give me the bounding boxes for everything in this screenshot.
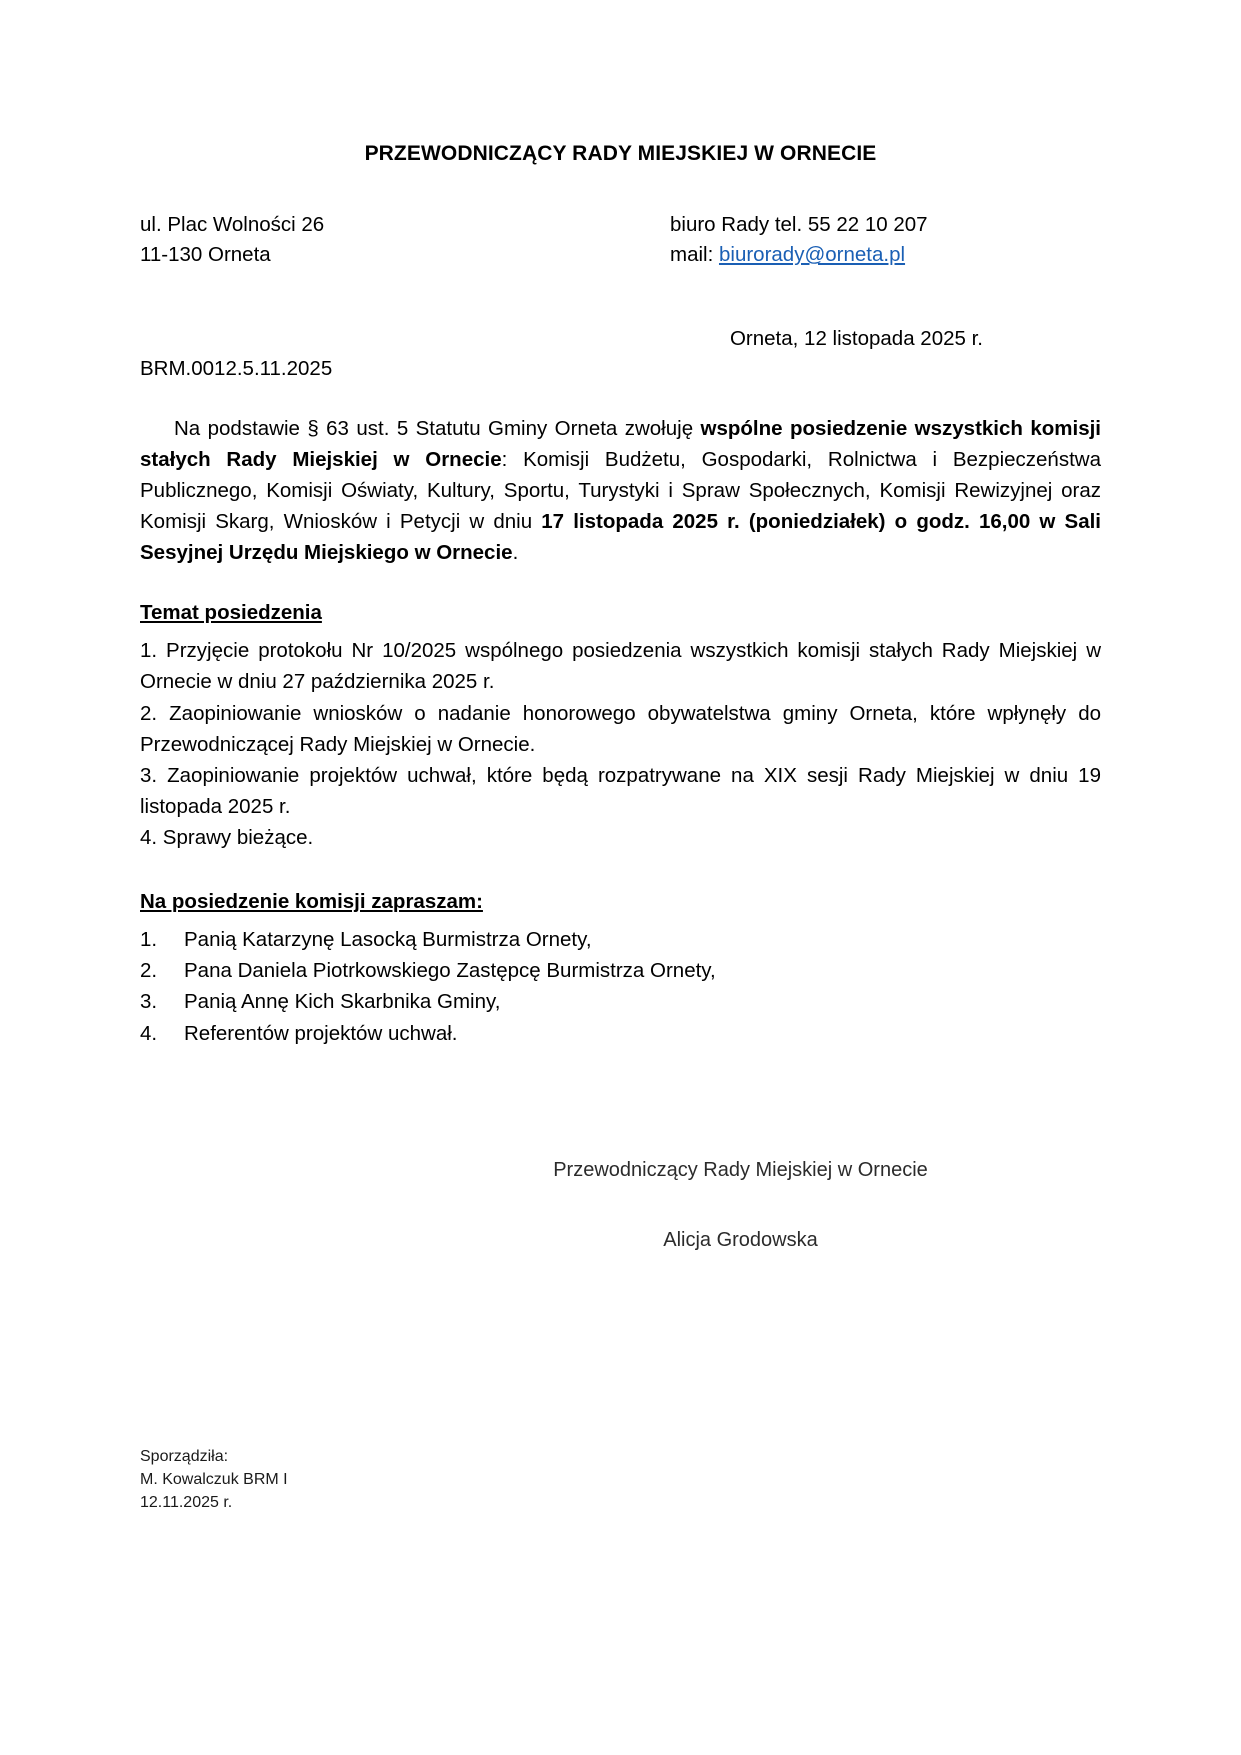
intro-paragraph <box>140 413 1101 569</box>
agenda-heading: Temat posiedzenia <box>140 601 322 625</box>
footer-prepared-by-name: M. Kowalczuk BRM I <box>140 1471 288 1489</box>
list-item-label: Pana Daniela Piotrkowskiego Zastępcę Burmistrza Ornety, <box>184 959 716 983</box>
contact-details <box>670 210 1101 271</box>
invitation-list <box>140 924 1101 1049</box>
intro-part-1: Na podstawie § 63 ust. 5 Statutu Gminy Orneta zwołuję <box>174 416 701 440</box>
agenda-list <box>140 635 1101 853</box>
page-title: PRZEWODNICZĄCY RADY MIEJSKIEJ W ORNECIE <box>364 142 877 165</box>
list-item <box>140 955 1101 986</box>
signature-block <box>140 1155 1101 1255</box>
agenda-item: 1. Przyjęcie protokołu Nr 10/2025 wspólnego posiedzenia wszystkich komisji stałych Rady Miejskiej w Ornecie w dniu 27 października 2025 r. <box>140 639 1101 694</box>
footer-date: 12.11.2025 r. <box>140 1494 233 1512</box>
place-date: Orneta, 12 listopada 2025 r. <box>729 326 983 350</box>
list-item <box>140 1018 1101 1049</box>
reference-number: BRM.0012.5.11.2025 <box>140 356 333 380</box>
mail-line <box>670 240 1101 270</box>
mail-label: mail: <box>670 243 719 267</box>
intro-bold-2: 17 listopada 2025 r. (poniedziałek) o godz. 16,00 w Sali Sesyjnej Urzędu Miejskiego w Ornecie <box>140 510 1101 565</box>
agenda-item: 2. Zaopiniowanie wniosków o nadanie honorowego obywatelstwa gminy Orneta, które wpłynęły do Przewodniczącej Rady Miejskiej w Ornecie. <box>140 701 1101 756</box>
list-item-number: 3. <box>140 990 158 1014</box>
intro-part-3: . <box>512 541 519 565</box>
contact-address <box>140 210 670 271</box>
intro-bold-1: wspólne posiedzenie wszystkich komisji stałych Rady Miejskiej w Ornecie <box>140 416 1101 471</box>
list-item-label: Panią Annę Kich Skarbnika Gminy, <box>184 990 501 1014</box>
footer-prepared-by-label: Sporządziła: <box>140 1448 229 1465</box>
agenda-item: 3. Zaopiniowanie projektów uchwał, które będą rozpatrywane na XIX sesji Rady Miejskiej w dniu 19 listopada 2025 r. <box>140 763 1101 818</box>
list-item-number: 2. <box>140 959 158 983</box>
contact-block <box>140 210 1101 271</box>
list-item-label: Referentów projektów uchwał. <box>184 1021 458 1045</box>
signature-role: Przewodniczący Rady Miejskiej w Ornecie <box>553 1158 928 1181</box>
list-item-number: 1. <box>140 928 158 952</box>
list-item-number: 4. <box>140 1021 158 1045</box>
invitation-heading: Na posiedzenie komisji zapraszam: <box>140 890 483 914</box>
phone-line: biuro Rady tel. 55 22 10 207 <box>670 213 928 236</box>
address-city: 11-130 Orneta <box>140 243 271 267</box>
signature-name: Alicja Grodowska <box>663 1228 818 1251</box>
intro-part-2: : Komisji Budżetu, Gospodarki, Rolnictwa i Bezpieczeństwa Publicznego, Komisji Oświaty, Kultury, Sportu, Turystyki i Spraw Społecznych, Komisji Rewizyjnej oraz Komisji Skarg, Wniosków i Petycji w dniu <box>140 447 1101 534</box>
list-item <box>140 986 1101 1017</box>
list-item-label: Panią Katarzynę Lasocką Burmistrza Ornety, <box>184 928 592 952</box>
agenda-item: 4. Sprawy bieżące. <box>140 826 314 850</box>
list-item <box>140 924 1101 955</box>
footer-note <box>140 1445 288 1515</box>
email-link[interactable]: biurorady@orneta.pl <box>718 243 906 267</box>
address-street: ul. Plac Wolności 26 <box>140 213 325 236</box>
